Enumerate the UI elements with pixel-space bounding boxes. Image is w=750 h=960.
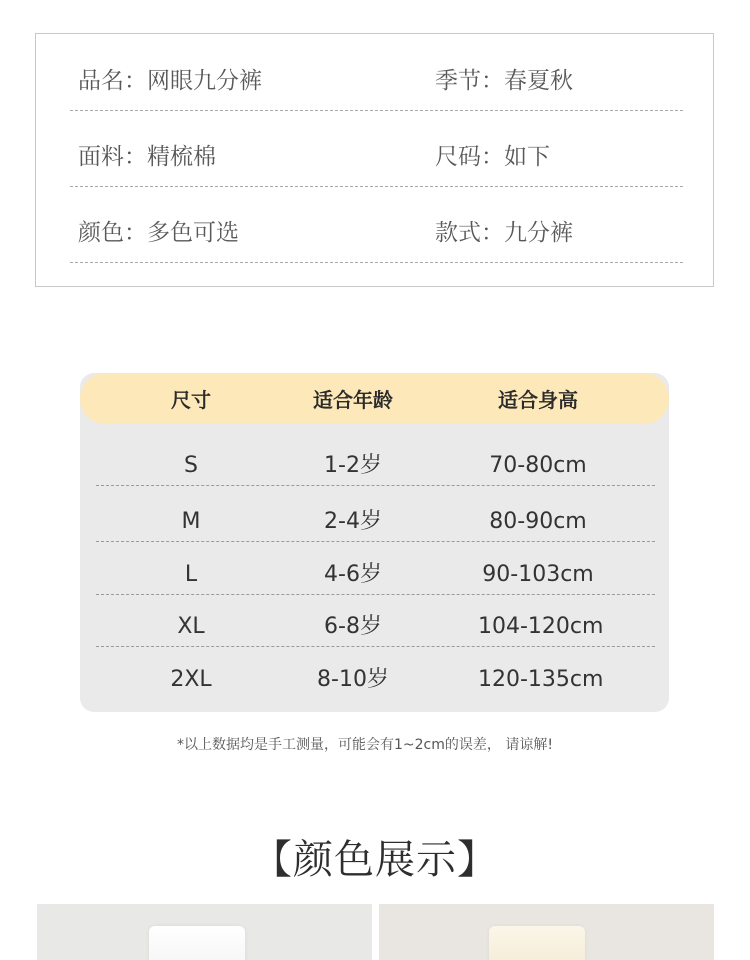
cell-height: 70-80cm (489, 453, 587, 478)
cell-size: M (181, 509, 201, 534)
size-table-header (80, 373, 669, 424)
table-row (96, 489, 655, 542)
header-size: 尺寸 (171, 388, 211, 412)
cell-age: 6-8岁 (324, 614, 382, 639)
cell-height: 104-120cm (478, 614, 604, 639)
info-fabric: 面料：精梳棉 (78, 144, 216, 170)
table-row (96, 647, 655, 700)
garment-image (149, 926, 245, 960)
info-season: 季节：春夏秋 (435, 68, 573, 94)
info-row (70, 111, 683, 187)
header-age: 适合年龄 (313, 388, 393, 412)
cell-age: 4-6岁 (324, 562, 382, 587)
info-product-name: 品名：网眼九分裤 (78, 68, 262, 94)
cell-size: 2XL (170, 667, 212, 692)
info-color: 颜色：多色可选 (78, 220, 239, 246)
cell-size: L (184, 562, 198, 587)
info-style: 款式：九分裤 (435, 220, 573, 246)
color-photo-cream (379, 904, 714, 960)
info-row (70, 35, 683, 111)
cell-age: 8-10岁 (317, 667, 389, 692)
cell-height: 90-103cm (482, 562, 594, 587)
product-info-box (35, 33, 714, 287)
table-row (96, 594, 655, 647)
cell-age: 2-4岁 (324, 509, 382, 534)
garment-image (489, 926, 585, 960)
size-table (80, 373, 669, 712)
table-row (96, 433, 655, 486)
cell-size: XL (177, 614, 205, 639)
info-size: 尺码：如下 (435, 144, 550, 170)
color-photo-white (37, 904, 372, 960)
header-height: 适合身高 (498, 388, 578, 412)
measurement-note: *以上数据均是手工测量，可能会有1~2cm的误差， 请谅解! (177, 737, 553, 753)
info-row (70, 187, 683, 263)
cell-age: 1-2岁 (324, 453, 382, 478)
table-row (96, 542, 655, 595)
color-section-title: 【颜色展示】 (252, 837, 498, 883)
cell-size: S (184, 453, 198, 478)
cell-height: 120-135cm (478, 667, 604, 692)
cell-height: 80-90cm (489, 509, 587, 534)
